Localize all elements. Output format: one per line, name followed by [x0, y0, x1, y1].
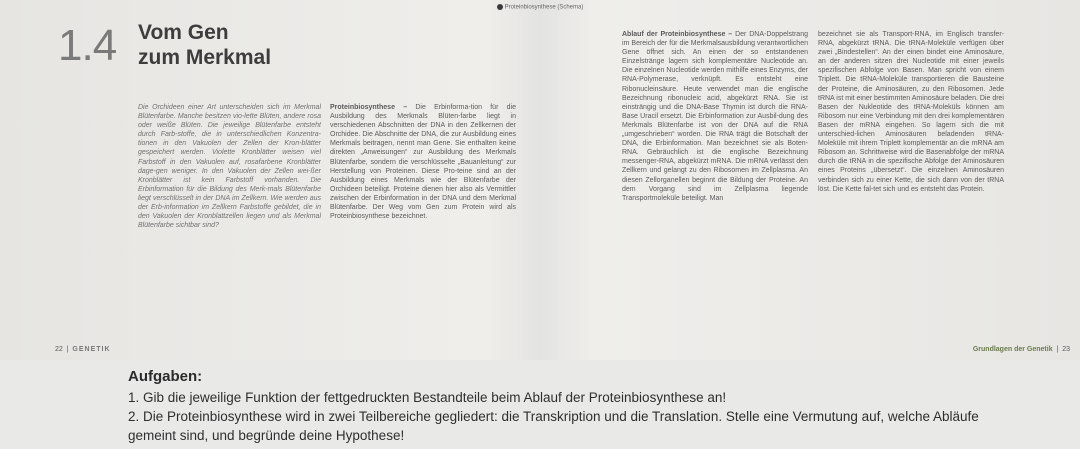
- text-column-4: bezeichnet sie als Transport-RNA, im Englisch transfer-RNA, abgekürzt tRNA. Die tRNA-Moleküle verfügen über zwei „Bindestellen“. An der einen bindet eine Aminosäure, an der anderen sitzen drei Nucleotide mit einer jeweils spezifischen Abfolge von Basen. Man spricht von einem Triplett. Die tRNA-Moleküle transportieren die Bausteine der Proteine, die Aminosäuren, zu den Ribosomen. Jede tRNA ist mit einer bestimmten Aminosäure beladen. Die drei Basen der Nukleotide des tRNA-Moleküls können am Ribosom nur eine Verbindung mit den drei komplementären Basen der mRNA eingehen. So lagern sich die mit unterschied-lichen Aminosäuren beladenden tRNA-Moleküle mit ihrem Triplett komplementär an die mRNA am Ribosom an. Schrittweise wird die Basenabfolge der mRNA durch die tRNA in die spezifische Abfolge der Aminosäuren eines Proteins „übersetzt“. Die einzelnen Aminosäuren verbinden sich zu einer Kette, die sich dann von der tRNA löst. Die Kette fal-tet sich und es entsteht das Protein.: [818, 31, 1004, 193]
- right-page-number: 23: [1062, 346, 1070, 353]
- right-section-label: Grundlagen der Genetik: [972, 346, 1053, 353]
- task-2-line2: gemeint sind, und begründe deine Hypothese!: [128, 428, 405, 443]
- footer-left: 22 | GENETIK: [55, 346, 111, 353]
- app-icon: [497, 4, 503, 10]
- chapter-number: 1.4: [58, 21, 117, 70]
- intro-column: Die Orchideen einer Art unterscheiden sich im Merkmal Blütenfarbe. Manche besitzen vio-lette Blüten, andere rosa oder weiße Blüten. Die jeweilige Blütenfarbe entsteht durch Farb-stoffe, die in unterschiedlichen Konzentra-tionen in den Vakuolen der Zellen der Kron-blätter gespeichert werden. Violette Kronblätter weisen viel Farbstoff in den Vakuolen auf, rosafarbene Kronblätter dage-gen weniger. In den Vakuolen der Zellen wei-ßer Kronblätter ist kein Farbstoff vorhanden. Die Erbinformation für die Bildung des Merk-mals Blütenfarbe liegt verschlüsselt in der DNA im Zellkern. Wie werden aus der Erb-information im Zellkern Farbstoffe gebildet, die in den Vakuolen der Kronblattzellen liegen und als Merkmal Blütenfarbe sichtbar sind?: [138, 104, 321, 230]
- page-footer: [55, 346, 1070, 356]
- tasks-box: [0, 360, 1080, 449]
- column-2-text: Die Erbinforma-tion für die Ausbildung des Merkmals Blüten-farbe liegt in verschiedenen Abschnitten der DNA in den Zellkernen der Orchidee. Die Abschnitte der DNA, die zur Ausbildung eines Merkmals beitragen, nennt man Gene. Sie enthalten keine direkten „Anweisungen“ zur Ausbildung des Merkmals Blütenfarbe, sondern die verschlüsselte „Bauanleitung“ zur Herstellung von Proteinen. Diese Pro-teine sind an der Ausbildung eines Merkmals wie der Blütenfarbe der Orchideen beteiligt. Proteine dienen hier also als Vermittler zwischen der Erbinformation in der DNA und dem Merkmal Blütenfarbe. Der Weg vom Gen zum Protein wird als Proteinbiosynthese bezeichnet.: [330, 104, 516, 221]
- tab-title: Proteinbiosynthese (Schema): [504, 4, 584, 11]
- task-2-line1: 2. Die Proteinbiosynthese wird in zwei Teilbereiche gegliedert: die Transkription und die Translation. Stelle eine Vermutung auf, welche Abläufe: [128, 409, 979, 424]
- left-section-label: GENETIK: [72, 346, 111, 353]
- chapter-title: [138, 20, 271, 70]
- text-column-3: [622, 30, 808, 330]
- chapter-title-line2: zum Merkmal: [138, 46, 272, 69]
- footer-right: Grundlagen der Genetik | 23: [972, 346, 1070, 353]
- tasks-heading: Aufgaben:: [128, 368, 203, 385]
- text-column-2: [330, 103, 516, 319]
- window-title: [0, 4, 1080, 11]
- task-1: 1. Gib die jeweilige Funktion der fettgedruckten Bestandteile beim Ablauf der Proteinbiosynthese an!: [128, 390, 727, 405]
- left-page-number: 22: [55, 346, 63, 353]
- section-heading-proteinbiosynthese: Proteinbiosynthese –: [330, 104, 416, 111]
- chapter-title-line1: Vom Gen: [138, 21, 229, 44]
- section-heading-ablauf: Ablauf der Proteinbiosynthese –: [622, 31, 736, 38]
- column-3-text: Der DNA-Doppelstrang im Bereich der für die Merkmalsausbildung verantwortlichen Gene öffnet sich. An einen der so entstandenen Einzelstränge lagern sich komplementäre Nucleotide an. Die einzelnen Nucleotide werden mithilfe eines Enzyms, der RNA-Polymerase, verknüpft. Es entsteht eine Ribonucleinsäure. Heute verwendet man die englische Bezeichnung ribonucleic acid, abgekürzt RNA. Sie ist einsträngig und die DNA-Base Thymin ist durch die RNA-Base Uracil ersetzt. Die Erbinformation zur Ausbil-dung des Merkmals Blütenfarbe ist von der DNA auf die RNA „umgeschrieben“ worden. Die RNA trägt die Botschaft der DNA, die Erbinformation. Man bezeichnet sie als Boten-RNA. Gebräuchlich ist die englische Bezeichnung messenger-RNA, abgekürzt mRNA. Die mRNA verlässt den Zellkern und gelangt zu den Ribosomen im Zellplasma. An diesen Zellorganellen beginnt die Bildung der Proteine. An dem Vorgang sind im Zellplasma liegende Transportmoleküle beteiligt. Man: [622, 31, 808, 202]
